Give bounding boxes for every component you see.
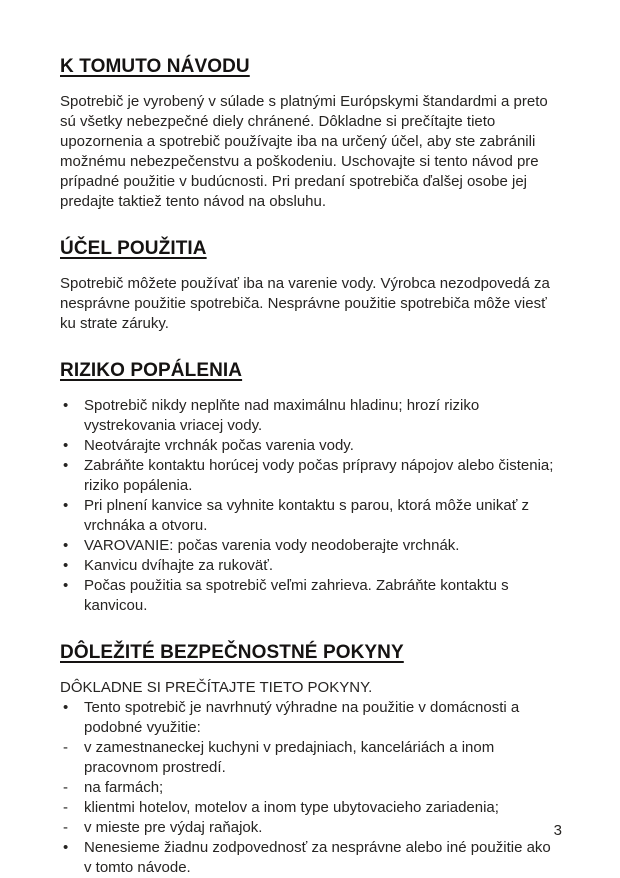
- section-purpose-of-use: [60, 238, 560, 334]
- bullet-marker: •: [63, 497, 69, 514]
- section-burn-risk: [60, 360, 560, 616]
- burn-risk-list: [60, 396, 560, 616]
- section-heading-important-safety: [60, 642, 560, 664]
- section-about-manual: [60, 56, 560, 212]
- dash-marker: -: [63, 739, 68, 756]
- bullet-marker: •: [63, 839, 69, 856]
- list-item-text: klientmi hotelov, motelov a inom type ubytovacieho zariadenia;: [84, 799, 499, 816]
- dash-marker: -: [63, 799, 68, 816]
- section-heading-burn-risk: [60, 360, 560, 382]
- section-heading-text: K TOMUTO NÁVODU: [60, 56, 250, 77]
- paragraph-purpose-of-use: Spotrebič môžete používať iba na varenie vody. Výrobca nezodpovedá za nesprávne použitie spotrebiča. Nesprávne použitie spotrebiča môže viesť ku strate záruky.: [60, 275, 550, 332]
- bullet-marker: •: [63, 537, 69, 554]
- list-item-text: na farmách;: [84, 779, 164, 796]
- list-item: [60, 496, 560, 536]
- list-item-text: Neotvárajte vrchnák počas varenia vody.: [84, 437, 354, 454]
- section-heading-text: RIZIKO POPÁLENIA: [60, 360, 243, 381]
- list-item-text: Nenesieme žiadnu zodpovednosť za nesprávne alebo iné použitie ako v tomto návode.: [84, 839, 551, 876]
- bullet-marker: •: [63, 699, 69, 716]
- list-item: [60, 396, 560, 436]
- bullet-marker: •: [63, 457, 69, 474]
- dash-marker: -: [63, 779, 68, 796]
- list-item: [60, 536, 560, 556]
- list-item-text: Spotrebič nikdy neplňte nad maximálnu hladinu; hrozí riziko vystrekovania vriacej vody.: [84, 397, 480, 434]
- section-heading-text: ÚČEL POUŽITIA: [60, 238, 207, 259]
- list-item-text: Zabráňte kontaktu horúcej vody počas prípravy nápojov alebo čistenia; riziko popálenia.: [84, 457, 554, 494]
- list-item: [60, 436, 560, 456]
- list-item-text: Tento spotrebič je navrhnutý výhradne na použitie v domácnosti a podobné využitie:: [84, 699, 520, 736]
- list-item: [60, 456, 560, 496]
- list-item: [60, 738, 560, 778]
- list-item: [60, 838, 560, 878]
- section-heading-about-manual: [60, 56, 560, 78]
- list-item-text: VAROVANIE: počas varenia vody neodoberajte vrchnák.: [84, 537, 460, 554]
- list-item-text: Pri plnení kanvice sa vyhnite kontaktu s parou, ktorá môže unikať z vrchnáka a otvoru.: [84, 497, 530, 534]
- bullet-marker: •: [63, 397, 69, 414]
- dash-marker: -: [63, 819, 68, 836]
- list-item: [60, 818, 560, 838]
- list-item: [60, 556, 560, 576]
- paragraph-read-instructions: DÔKLADNE SI PREČÍTAJTE TIETO POKYNY.: [60, 679, 373, 696]
- bullet-marker: •: [63, 577, 69, 594]
- list-item: [60, 778, 560, 798]
- list-item-text: Kanvicu dvíhajte za rukoväť.: [84, 557, 274, 574]
- list-item: [60, 576, 560, 616]
- paragraph-about-manual: Spotrebič je vyrobený v súlade s platnými Európskymi štandardmi a preto sú všetky nebezpečné diely chránené. Dôkladne si prečítajte tieto upozornenia a spotrebič používajte iba na určený účel, aby ste zabránili možnému nebezpečenstvu a poškodeniu. Uschovajte si tento návod pre prípadné použitie v budúcnosti. Pri predaní spotrebiča ďalšej osobe jej predajte taktiež tento návod na obsluhu.: [60, 93, 548, 210]
- list-item: [60, 698, 560, 738]
- list-item: [60, 798, 560, 818]
- bullet-marker: •: [63, 437, 69, 454]
- section-heading-purpose-of-use: [60, 238, 560, 260]
- section-important-safety-instructions: [60, 642, 560, 878]
- list-item-text: v mieste pre výdaj raňajok.: [84, 819, 263, 836]
- list-item-text: Počas použitia sa spotrebič veľmi zahrieva. Zabráňte kontaktu s kanvicou.: [84, 577, 509, 614]
- list-item-text: v zamestnaneckej kuchyni v predajniach, kanceláriách a inom pracovnom prostredí.: [84, 739, 495, 776]
- safety-instructions-list: [60, 698, 560, 878]
- bullet-marker: •: [63, 557, 69, 574]
- section-heading-text: DÔLEŽITÉ BEZPEČNOSTNÉ POKYNY: [60, 642, 404, 663]
- page-number: 3: [553, 822, 562, 839]
